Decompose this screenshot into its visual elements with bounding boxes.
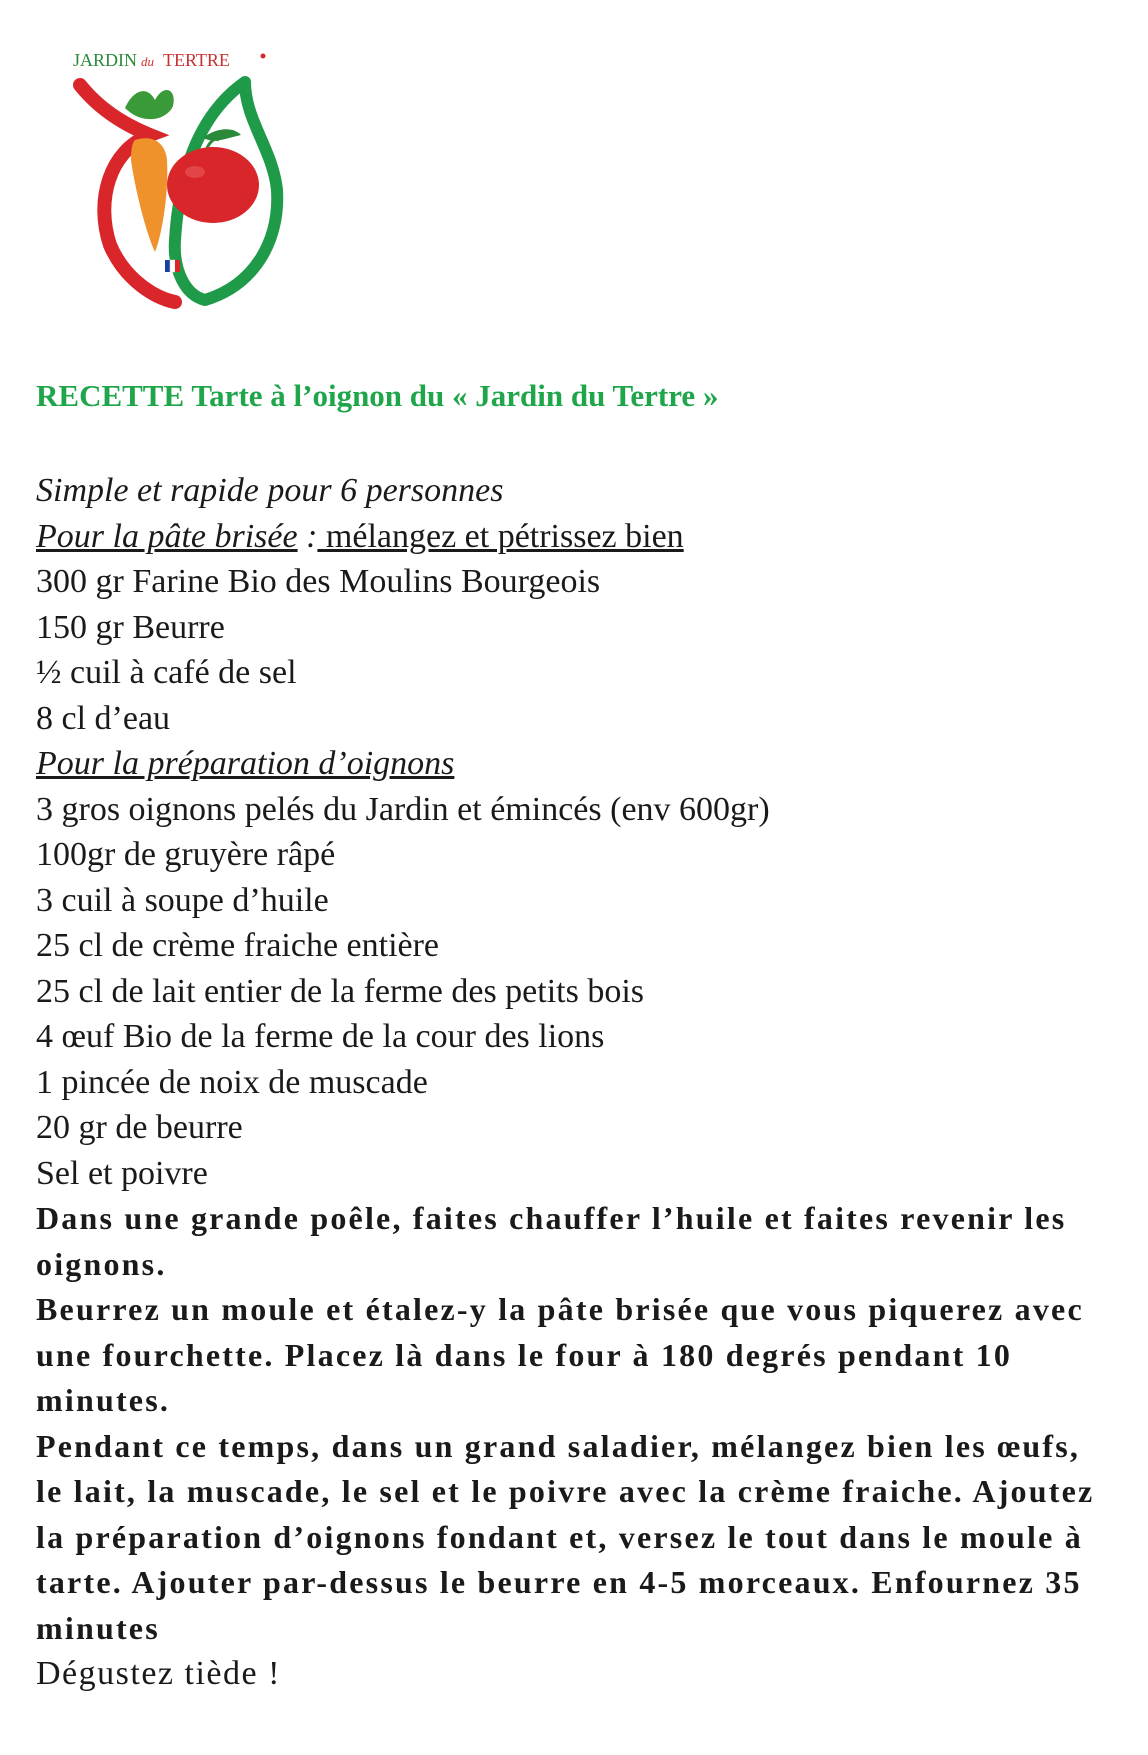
recipe-subtitle: Simple et rapide pour 6 personnes: [36, 472, 504, 509]
logo-text-jardin: JARDIN: [73, 50, 138, 70]
list-item: 150 gr Beurre: [36, 608, 225, 646]
list-item: 25 cl de crème fraiche entière: [36, 927, 440, 964]
list-item: 3 gros oignons pelés du Jardin et émincés (env 600gr): [36, 790, 770, 828]
closing-line: Dégustez tiède !: [36, 1655, 281, 1692]
logo-text-du: du: [141, 54, 154, 69]
list-item: ½ cuil à café de sel: [36, 654, 297, 691]
list-item: 8 cl d’eau: [36, 699, 171, 737]
pate-instruction: mélangez et pétrissez bien: [317, 517, 684, 555]
list-item: 4 œuf Bio de la ferme de la cour des lions: [36, 1018, 605, 1055]
preparation-heading: Pour la préparation d’oignons: [36, 745, 455, 782]
recipe-body: [36, 468, 1116, 1697]
pate-heading-line: [36, 514, 1116, 560]
pate-heading-sep: :: [297, 517, 318, 555]
pate-ingredient-list: [36, 559, 1116, 741]
list-item: Sel et poivre: [36, 1154, 208, 1192]
step-3: Pendant ce temps, dans un grand saladier, mélangez bien les œufs, le lait, la muscade, le sel et le poivre avec la crème fraiche. Ajoutez la préparation d’oignons fondant et, versez le tout dans le moule à tarte. Ajouter par-dessus le beurre en 4-5 morceaux. Enfournez 35 minutes: [36, 1427, 1095, 1646]
list-item: 25 cl de lait entier de la ferme des petits bois: [36, 972, 645, 1010]
recipe-title: RECETTE Tarte à l’oignon du « Jardin du Tertre »: [36, 378, 719, 413]
list-item: 300 gr Farine Bio des Moulins Bourgeois: [36, 563, 601, 600]
pate-heading: Pour la pâte brisée: [36, 517, 298, 555]
list-item: 100gr de gruyère râpé: [36, 836, 336, 873]
list-item: 20 gr de beurre: [36, 1109, 243, 1146]
logo-graphic: [55, 40, 325, 330]
list-item: 1 pincée de noix de muscade: [36, 1063, 428, 1101]
list-item: 3 cuil à soupe d’huile: [36, 881, 329, 919]
preparation-heading-line: [36, 741, 1116, 787]
step-1: Dans une grande poêle, faites chauffer l’huile et faites revenir les oignons.: [36, 1200, 1067, 1282]
jardin-du-tertre-logo: [55, 40, 325, 330]
step-2: Beurrez un moule et étalez-y la pâte brisée que vous piquerez avec une fourchette. Placez là dans le four à 180 degrés pendant 10 minutes.: [36, 1291, 1084, 1418]
logo-text-tertre: TERTRE: [163, 50, 230, 70]
preparation-ingredient-list: [36, 787, 1116, 1197]
